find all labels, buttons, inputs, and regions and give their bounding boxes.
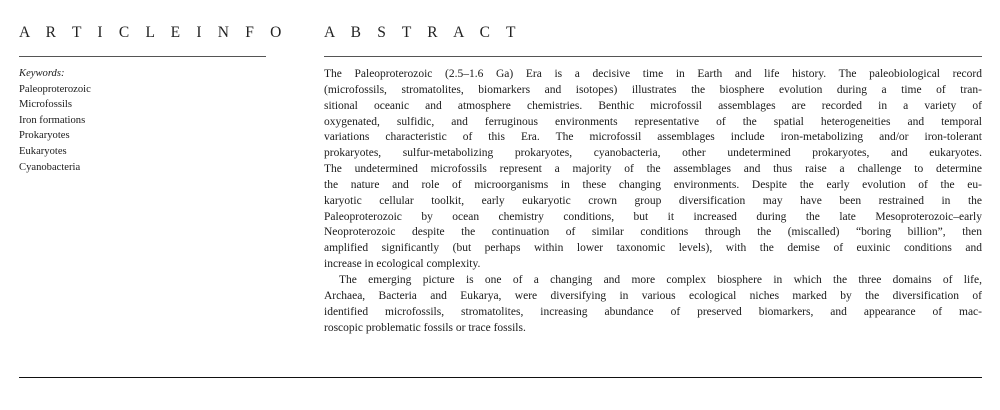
abstract-line: the nature and role of microorganisms in these changing environments. Despite the early evolution of the eu- xyxy=(324,178,982,191)
article-info-heading: A R T I C L E I N F O xyxy=(19,24,288,41)
abstract-line: The emerging picture is one of a changing and more complex biosphere in which the three domains of life, xyxy=(339,273,982,286)
keywords-label: Keywords: xyxy=(19,68,65,79)
abstract-line: variations characteristic of this Era. The microfossil assemblages include iron-metabolizing and/or iron-tolerant xyxy=(324,131,982,144)
abstract-paragraph-1 xyxy=(324,67,982,273)
abstract-line: (microfossils, stromatolites, biomarkers and isotopes) illustrates the biosphere evolution during a time of tran- xyxy=(324,83,982,96)
abstract-line: Paleoproterozoic by ocean chemistry conditions, but it increased during the late Mesoproterozoic–early xyxy=(324,210,982,223)
abstract-line: Archaea, Bacteria and Eukarya, were diversifying in various ecological niches marked by the diversification of xyxy=(324,289,982,302)
keyword-item: Paleoproterozoic xyxy=(19,83,91,95)
keywords-block xyxy=(19,66,91,175)
keyword-item: Iron formations xyxy=(19,114,86,126)
abstract-line: prokaryotes, sulfur-metabolizing prokaryotes, cyanobacteria, other undetermined prokaryotes, and eukaryotes. xyxy=(324,147,982,160)
article-info-rule xyxy=(19,56,266,57)
abstract-line: amplified significantly (but perhaps within lower taxonomic levels), with the demise of euxinic conditions and xyxy=(324,242,982,255)
abstract-line: karyotic cellular toolkit, early eukaryotic crown group diversification may have been restrained in the xyxy=(324,194,982,207)
abstract-line: increase in ecological complexity. xyxy=(324,258,481,271)
bottom-rule xyxy=(19,377,982,378)
abstract-line: sitional oceanic and atmosphere chemistries. Benthic microfossil assemblages are recorded in a variety of xyxy=(324,99,982,112)
keyword-item: Cyanobacteria xyxy=(19,161,81,173)
abstract-line: Neoproterozoic despite the continuation of similar conditions through the (miscalled) “boring billion”, then xyxy=(324,226,982,239)
keyword-item: Prokaryotes xyxy=(19,130,70,142)
abstract-rule xyxy=(324,56,982,57)
abstract-line: roscopic problematic fossils or trace fossils. xyxy=(324,321,526,334)
keyword-item: Eukaryotes xyxy=(19,145,67,157)
abstract-line: The undetermined microfossils represent a majority of the assemblages and thus raise a challenge to determine xyxy=(324,163,982,176)
keyword-item: Microfossils xyxy=(19,99,72,111)
abstract-line: identified microfossils, stromatolites, increasing abundance of preserved biomarkers, and appearance of mac- xyxy=(324,305,982,318)
abstract-heading: A B S T R A C T xyxy=(324,24,522,41)
abstract-text xyxy=(324,67,982,336)
abstract-line: oxygenated, sulfidic, and ferruginous environments representative of the spatial heterogeneities and temporal xyxy=(324,115,982,128)
abstract-line: The Paleoproterozoic (2.5–1.6 Ga) Era is a decisive time in Earth and life history. The paleobiological record xyxy=(324,68,982,80)
abstract-paragraph-2 xyxy=(324,273,982,336)
